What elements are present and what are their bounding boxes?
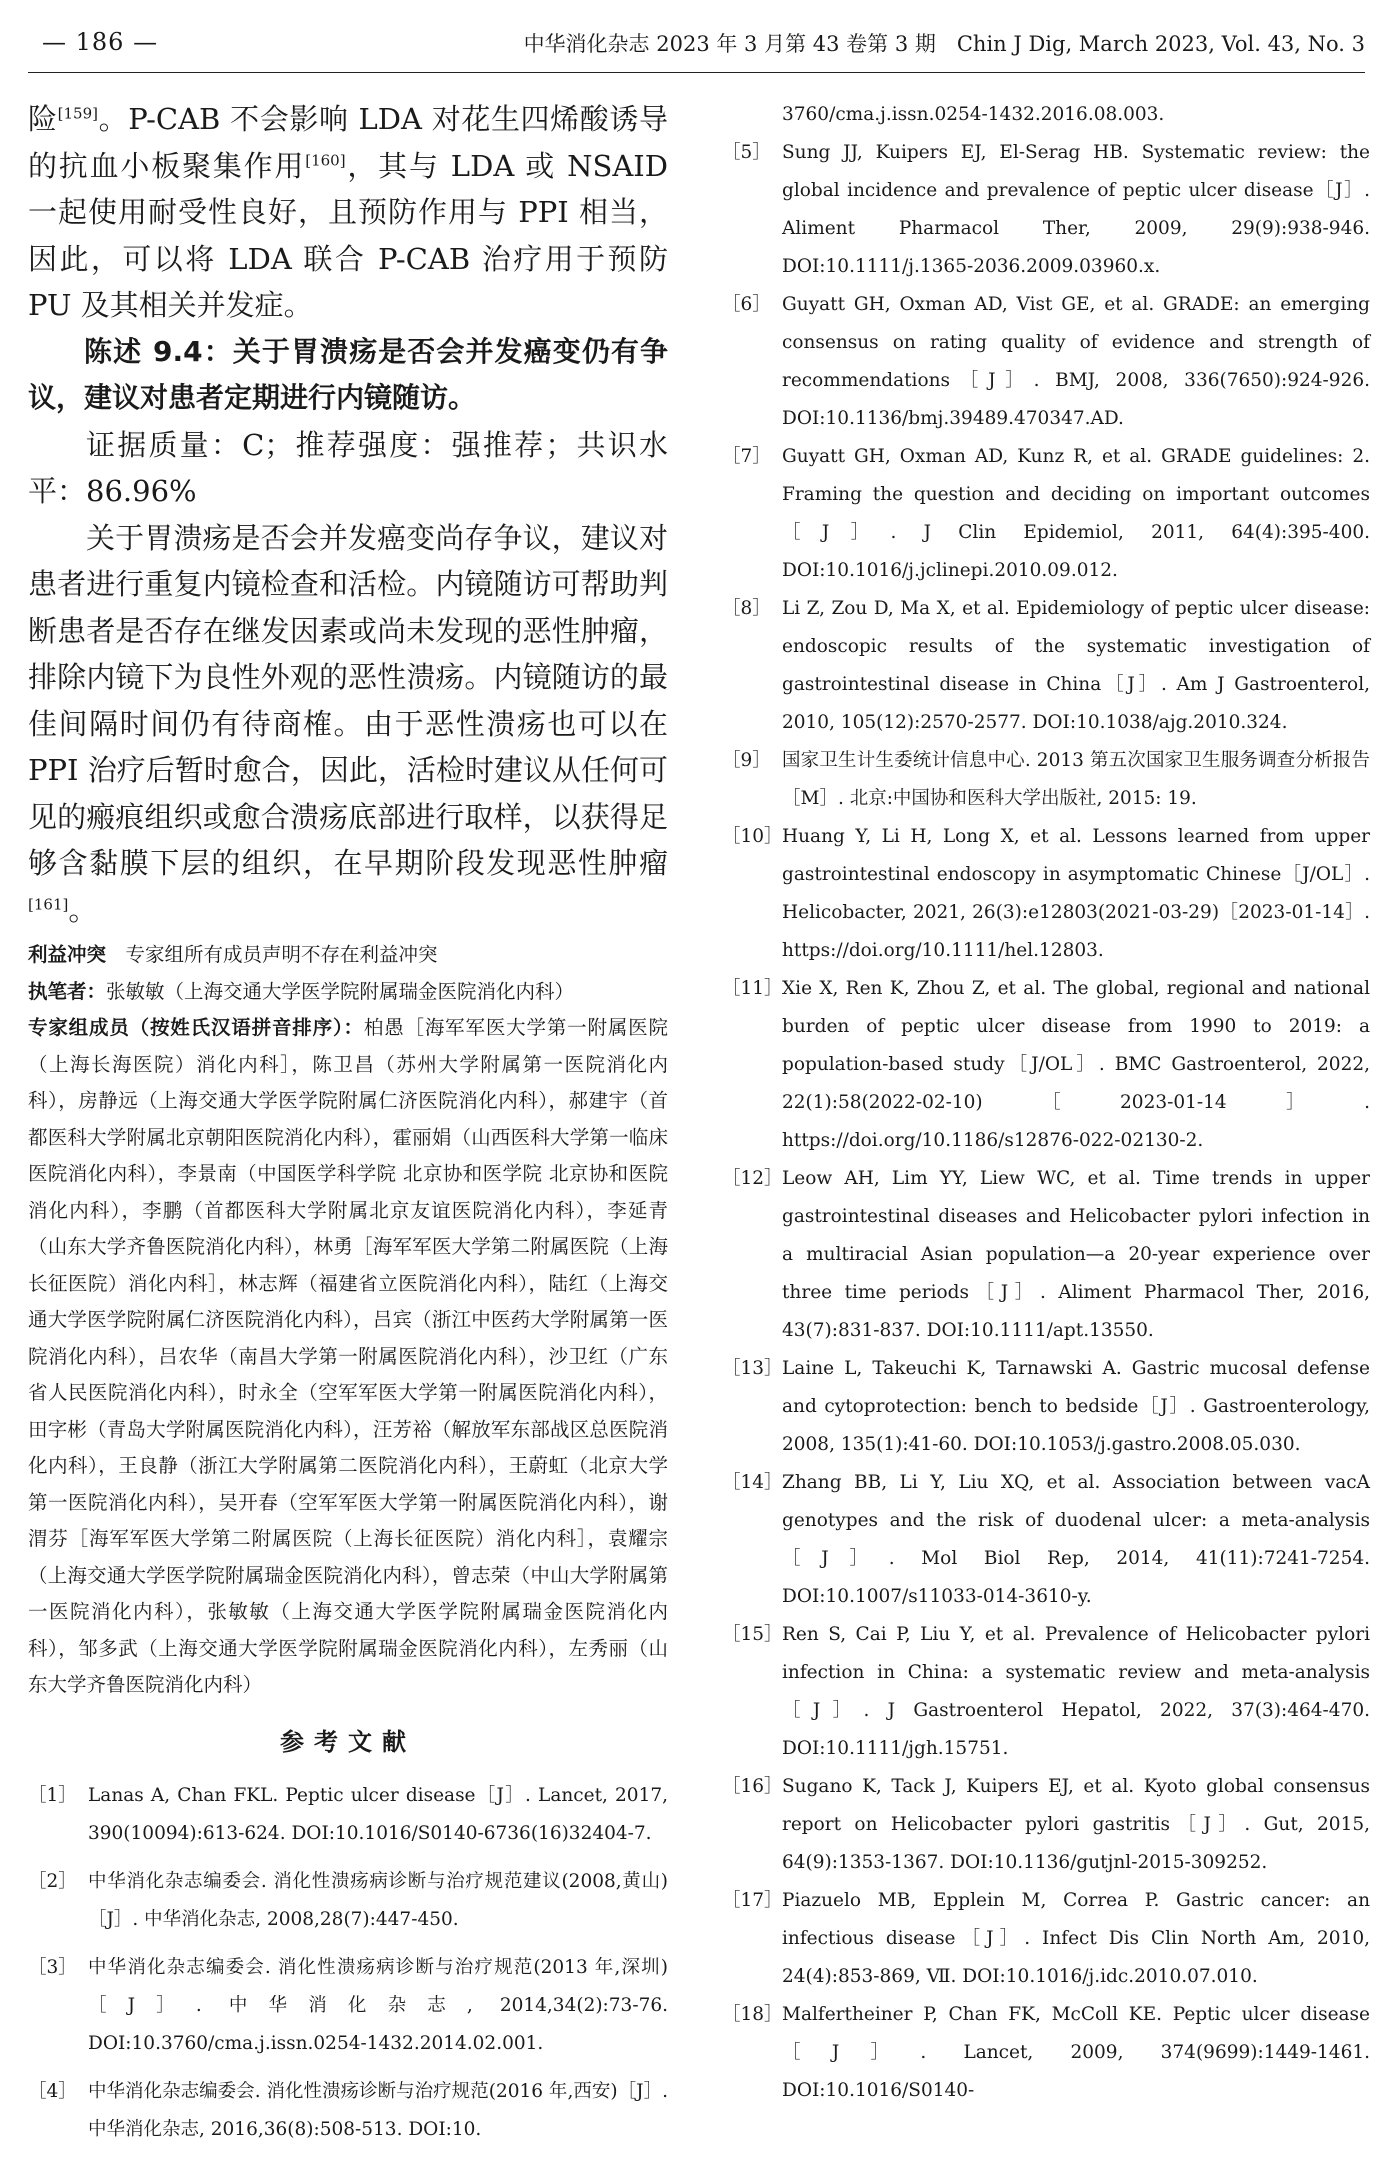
paragraph-gastric-ulcer: 关于胃溃疡是否会并发癌变尚存争议，建议对患者进行重复内镜检查和活检。内镜随访可帮助判断患者是否存在继发因素或尚未发现的恶性肿瘤，排除内镜下为良性外观的恶性溃疡。内镜随访的最佳间隔时间仍有待商榷。由于恶性溃疡也可以在 PPI 治疗后暂时愈合，因此，活检时建议从任何可见的瘢痕组织或愈合溃疡底部进行取样，以获得足够含黏膜下层的组织，在早期阶段发现恶性肿瘤[161]。 [28, 520, 668, 927]
header-rule [28, 72, 1365, 73]
reference-item [28, 1949, 668, 2063]
reference-item [722, 96, 1370, 134]
reference-text: Zhang BB, Li Y, Liu XQ, et al. Association between vacA genotypes and the risk of duodenal ulcer: a meta-analysis［J］. Mol Biol Rep, 2014, 41(11):7241-7254. DOI:10.1007/s11033-014-3610-y. [782, 1472, 1370, 1607]
reference-number: ［17］ [722, 1890, 783, 1911]
reference-number: ［18］ [722, 2004, 783, 2025]
running-title: 中华消化杂志 2023 年 3 月第 43 卷第 3 期 Chin J Dig, March 2023, Vol. 43, No. 3 [523, 32, 1365, 56]
left-column [28, 96, 668, 2159]
reference-item [722, 286, 1370, 438]
reference-number: ［11］ [722, 978, 783, 999]
reference-text: Leow AH, Lim YY, Liew WC, et al. Time trends in upper gastrointestinal diseases and Helicobacter pylori infection in a multiracial Asian population—a 20-year experience over three time periods［J］. Aliment Pharmacol Ther, 2016, 43(7):831-837. DOI:10.1111/apt.13550. [782, 1168, 1370, 1341]
expert-members: 专家组成员（按姓氏汉语拼音排序）：柏愚［海军军医大学第一附属医院（上海长海医院）消化内科］，陈卫昌（苏州大学附属第一医院消化内科），房静远（上海交通大学医学院附属仁济医院消化内科），郝建宇（首都医科大学附属北京朝阳医院消化内科），霍丽娟（山西医科大学第一临床医院消化内科），李景南（中国医学科学院 北京协和医学院 北京协和医院消化内科），李鹏（首都医科大学附属北京友谊医院消化内科），李延青（山东大学齐鲁医院消化内科），林勇［海军军医大学第二附属医院（上海长征医院）消化内科］，林志辉（福建省立医院消化内科），陆红（上海交通大学医学院附属仁济医院消化内科），吕宾（浙江中医药大学附属第一医院消化内科），吕农华（南昌大学第一附属医院消化内科），沙卫红（广东省人民医院消化内科），时永全（空军军医大学第一附属医院消化内科），田字彬（青岛大学附属医院消化内科），汪芳裕（解放军东部战区总医院消化内科），王良静（浙江大学附属第二医院消化内科），王蔚虹（北京大学第一医院消化内科），吴开春（空军军医大学第一附属医院消化内科），谢渭芬［海军军医大学第二附属医院（上海长征医院）消化内科］，袁耀宗（上海交通大学医学院附属瑞金医院消化内科），曾志荣（中山大学附属第一医院消化内科），张敏敏（上海交通大学医学院附属瑞金医院消化内科），邹多武（上海交通大学医学院附属瑞金医院消化内科），左秀丽（山东大学齐鲁医院消化内科） [28, 1016, 668, 1696]
reference-text: Guyatt GH, Oxman AD, Vist GE, et al. GRADE: an emerging consensus on rating quality of evidence and strength of recommendations［J］. BMJ, 2008, 336(7650):924-926. DOI:10.1136/bmj.39489.470347.AD. [782, 294, 1370, 429]
reference-number: ［6］ [722, 294, 771, 315]
reference-item [28, 1863, 668, 1939]
reference-text: 中华消化杂志编委会. 消化性溃疡病诊断与治疗规范(2013 年,深圳)［J］. 中华消化杂志, 2014,34(2):73-76. DOI:10.3760/cma.j.issn.0254-1432.2014.02.001. [88, 1956, 668, 2054]
reference-text: Xie X, Ren K, Zhou Z, et al. The global, regional and national burden of peptic ulcer disease from 1990 to 2019: a population-based study［J/OL］. BMC Gastroenterol, 2022, 22(1):58(2022-02-10)［2023-01-14］. https://doi.org/10.1186/s12876-022-02130-2. [782, 978, 1370, 1151]
page-number: — 186 — [42, 28, 159, 56]
citation-159[interactable]: [159] [57, 104, 98, 123]
page-header [28, 22, 1365, 62]
reference-item [722, 1996, 1370, 2110]
references-list-left [28, 1777, 668, 2149]
writer: 执笔者：张敏敏（上海交通大学医学院附属瑞金医院消化内科） [28, 979, 575, 1003]
reference-item [722, 970, 1370, 1160]
reference-text: Guyatt GH, Oxman AD, Kunz R, et al. GRADE guidelines: 2. Framing the question and deciding on important outcomes［J］. J Clin Epidemiol, 2011, 64(4):395-400. DOI:10.1016/j.jclinepi.2010.09.012. [782, 446, 1370, 581]
paragraph-pcab: 险[159]。P-CAB 不会影响 LDA 对花生四烯酸诱导的抗血小板聚集作用[160]，其与 LDA 或 NSAID 一起使用耐受性良好，且预防作用与 PPI 相当，因此，可以将 LDA 联合 P-CAB 治疗用于预防 PU 及其相关并发症。 [28, 102, 668, 322]
reference-text: Li Z, Zou D, Ma X, et al. Epidemiology of peptic ulcer disease: endoscopic results of the systematic investigation of gastrointestinal disease in China［J］. Am J Gastroenterol, 2010, 105(12):2570-2577. DOI:10.1038/ajg.2010.324. [782, 598, 1370, 733]
right-column [722, 96, 1370, 2110]
reference-item [722, 1464, 1370, 1616]
reference-number: ［3］ [28, 1956, 77, 1978]
reference-item [722, 742, 1370, 818]
reference-number: ［12］ [722, 1168, 783, 1189]
reference-text: Laine L, Takeuchi K, Tarnawski A. Gastric mucosal defense and cytoprotection: bench to bedside［J］. Gastroenterology, 2008, 135(1):41-60. DOI:10.1053/j.gastro.2008.05.030. [782, 1358, 1370, 1455]
reference-item [722, 1160, 1370, 1350]
reference-number: ［10］ [722, 826, 783, 847]
reference-text: Ren S, Cai P, Liu Y, et al. Prevalence of Helicobacter pylori infection in China: a systematic review and meta-analysis［J］. J Gastroenterol Hepatol, 2022, 37(3):464-470. DOI:10.1111/jgh.15751. [782, 1624, 1370, 1759]
reference-item [722, 1768, 1370, 1882]
reference-number: ［8］ [722, 598, 771, 619]
reference-text: Huang Y, Li H, Long X, et al. Lessons learned from upper gastrointestinal endoscopy in asymptomatic Chinese［J/OL］. Helicobacter, 2021, 26(3):e12803(2021-03-29)［2023-01-14］. https://doi.org/10.1111/hel.12803. [782, 826, 1370, 961]
reference-number: ［14］ [722, 1472, 783, 1493]
reference-item [722, 1616, 1370, 1768]
reference-item [722, 1350, 1370, 1464]
reference-item [28, 2073, 668, 2149]
reference-text: 中华消化杂志编委会. 消化性溃疡诊断与治疗规范(2016 年,西安)［J］. 中华消化杂志, 2016,36(8):508-513. DOI:10. [88, 2080, 668, 2140]
statement-9-4: 陈述 9.4：关于胃溃疡是否会并发癌变仍有争议，建议对患者定期进行内镜随访。 [28, 334, 668, 414]
reference-text: 国家卫生计生委统计信息中心. 2013 第五次国家卫生服务调查分析报告［M］. 北京:中国协和医科大学出版社, 2015: 19. [782, 750, 1370, 809]
reference-text: Lanas A, Chan FKL. Peptic ulcer disease［J］. Lancet, 2017, 390(10094):613-624. DOI:10.1016/S0140-6736(16)32404-7. [88, 1784, 668, 1844]
evidence-quality: 证据质量：C；推荐强度：强推荐；共识水平：86.96% [28, 427, 668, 508]
reference-number: ［9］ [722, 750, 771, 771]
reference-number: ［4］ [28, 2080, 77, 2102]
reference-text: 3760/cma.j.issn.0254-1432.2016.08.003. [782, 104, 1165, 125]
reference-text: Sung JJ, Kuipers EJ, El-Serag HB. Systematic review: the global incidence and prevalence of peptic ulcer disease［J］. Aliment Pharmacol Ther, 2009, 29(9):938-946. DOI:10.1111/j.1365-2036.2009.03960.x. [782, 142, 1370, 277]
reference-text: 中华消化杂志编委会. 消化性溃疡病诊断与治疗规范建议(2008,黄山)［J］. 中华消化杂志, 2008,28(7):447-450. [88, 1870, 668, 1930]
reference-item [722, 134, 1370, 286]
citation-161[interactable]: [161] [28, 894, 69, 913]
reference-number: ［15］ [722, 1624, 783, 1645]
reference-text: Sugano K, Tack J, Kuipers EJ, et al. Kyoto global consensus report on Helicobacter pylori gastritis［J］. Gut, 2015, 64(9):1353-1367. DOI:10.1136/gutjnl-2015-309252. [782, 1776, 1370, 1873]
reference-text: Piazuelo MB, Epplein M, Correa P. Gastric cancer: an infectious disease［J］. Infect Dis Clin North Am, 2010, 24(4):853-869, Ⅶ. DOI:10.1016/j.idc.2010.07.010. [782, 1890, 1370, 1987]
references-list-right [722, 96, 1370, 2110]
reference-number: ［5］ [722, 142, 771, 163]
citation-160[interactable]: [160] [305, 150, 346, 169]
references-heading: 参考文献 [280, 1727, 416, 1756]
reference-item [722, 590, 1370, 742]
reference-item [722, 438, 1370, 590]
reference-number: ［13］ [722, 1358, 783, 1379]
reference-item [28, 1777, 668, 1853]
reference-number: ［7］ [722, 446, 771, 467]
reference-item [722, 818, 1370, 970]
reference-number: ［2］ [28, 1870, 77, 1892]
reference-number: ［1］ [28, 1784, 77, 1806]
conflict-of-interest: 利益冲突 专家组所有成员声明不存在利益冲突 [28, 943, 438, 966]
reference-number: ［16］ [722, 1776, 783, 1797]
reference-text: Malfertheiner P, Chan FK, McColl KE. Peptic ulcer disease［J］. Lancet, 2009, 374(9699):1449-1461. DOI:10.1016/S0140- [782, 2004, 1370, 2101]
reference-item [722, 1882, 1370, 1996]
